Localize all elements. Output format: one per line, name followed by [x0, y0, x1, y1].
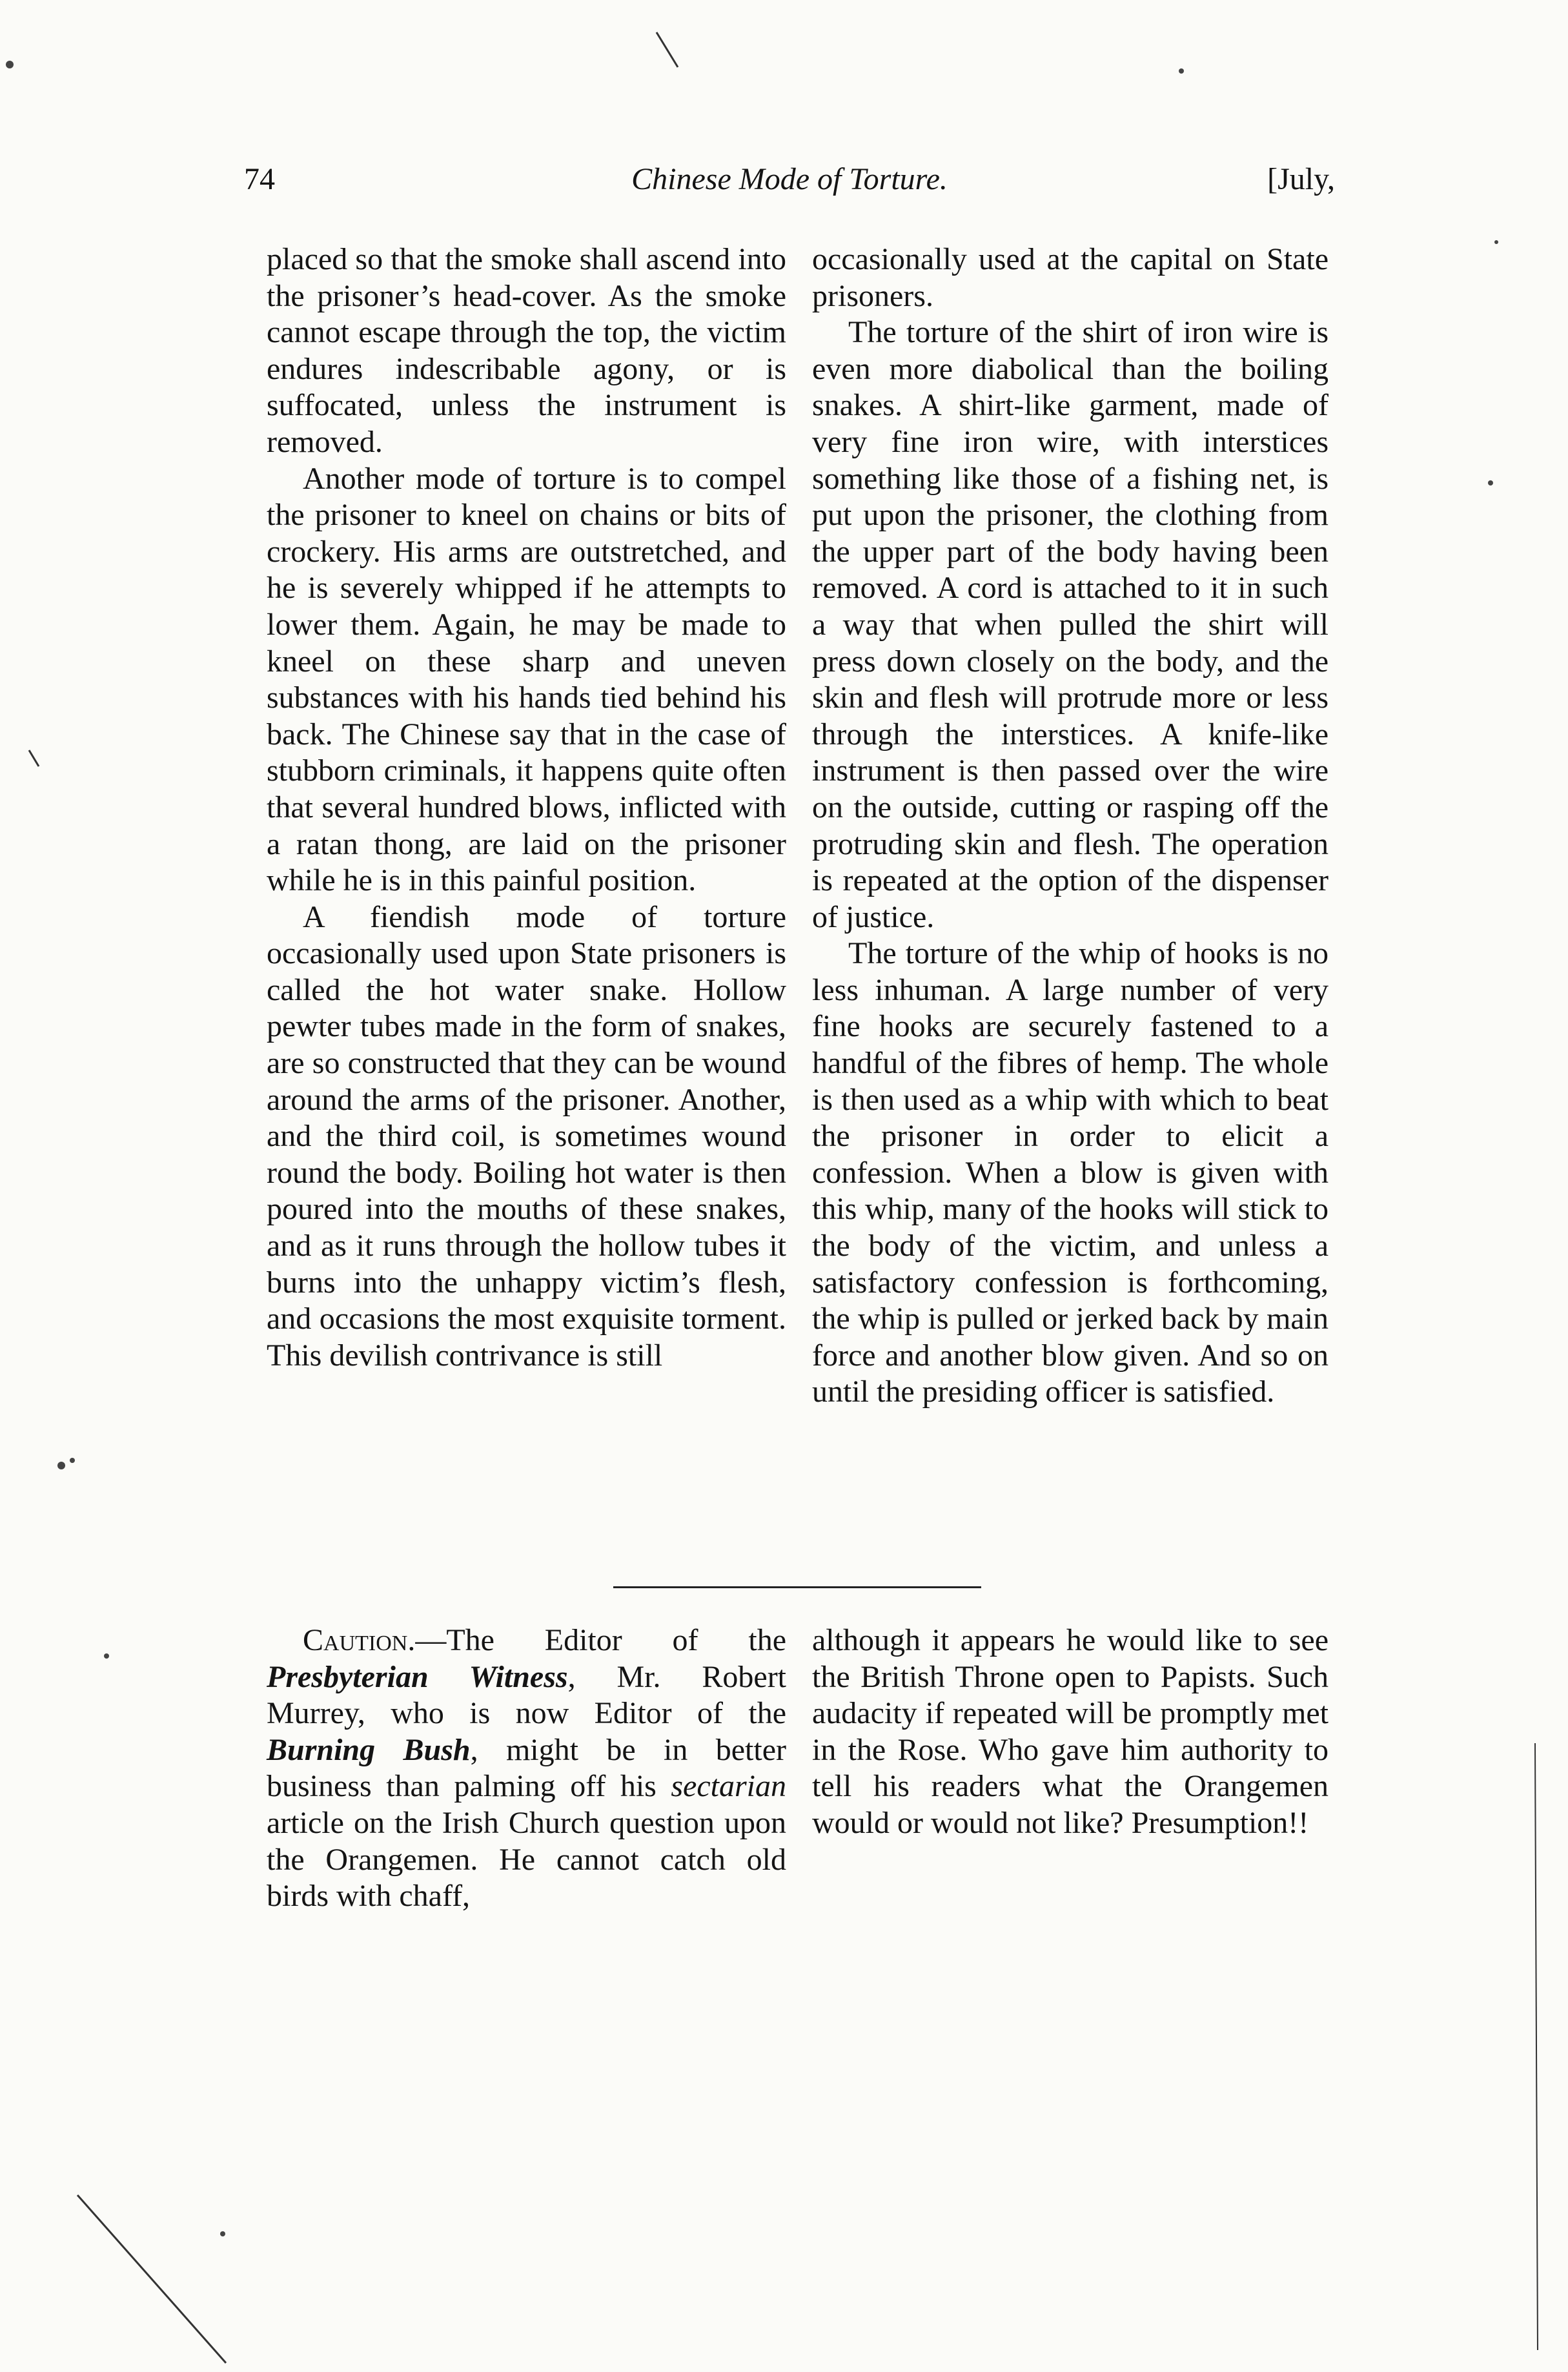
caution-paper-presbyterian-witness: Presbyterian Witness: [267, 1659, 568, 1694]
caution-word-sectarian: sectarian: [671, 1769, 786, 1804]
article-paragraph-2: Another mode of torture is to compel the prisoner to kneel on chains or bits of crockery. His arms are outstretched, and he is severely whipped if he attempts to lower them. Again, he may be made to kneel on these sharp and uneven substances with his hands tied behind his back. The Chinese say that in the case of stubborn criminals, it happens quite often that several hundred blows, inflicted with a ratan thong, are laid on the prisoner while he is in this painful position.: [267, 461, 786, 898]
speck-4: [1494, 240, 1498, 244]
stray-mark-left: [29, 750, 39, 766]
speck-2: [1179, 68, 1184, 74]
caution-left-column: [267, 1622, 786, 1915]
running-title: Chinese Mode of Torture.: [631, 162, 948, 196]
caution-text-2: , Mr. Robert Murrey, who is now Editor of the: [267, 1659, 787, 1731]
speck-5: [57, 1462, 65, 1469]
header-month: [July,: [1267, 162, 1335, 196]
section-divider-rule: [613, 1586, 981, 1588]
page-number: 74: [244, 162, 275, 196]
caution-paragraph: [267, 1622, 786, 1915]
article-left-column: [267, 241, 786, 1374]
speck-8: [220, 2231, 225, 2236]
article-paragraph-5: The torture of the shirt of iron wire is even more diabolical than the boiling snakes. A shirt-like garment, made of very fine iron wire, with interstices something like those of a fishing net, is put upon the prisoner, the clothing from the upper part of the body having been removed. A cord is attached to it in such a way that when pulled the shirt will press down closely on the body, and the skin and flesh will protrude more or less through the interstices. A knife-like instrument is then passed over the wire on the outside, cutting or rasping off the protruding skin and flesh. The operation is repeated at the option of the dispenser of justice.: [812, 315, 1329, 934]
article-paragraph-6: The torture of the whip of hooks is no less inhuman. A large number of very fine hooks are securely fastened to a handful of the fibres of hemp. The whole is then used as a whip with which to beat the prisoner in order to elicit a confession. When a blow is given with this whip, many of the hooks will stick to the body of the victim, and unless a satisfactory confession is forthcoming, the whip is pulled or jerked back by main force and another blow given. And so on until the presiding officer is satisfied.: [812, 936, 1329, 1409]
article-paragraph-3: A fiendish mode of torture occasionally used upon State prisoners is called the hot water snake. Hollow pewter tubes made in the form of snakes, are so constructed that they can be wound around the arms of the prisoner. Another, and the third coil, is sometimes wound round the body. Boiling hot water is then poured into the mouths of these snakes, and as it runs through the hollow tubes it burns into the unhappy victim’s flesh, and occasions the most exquisite torment. This devilish contrivance is still: [267, 899, 786, 1373]
article-right-column: [812, 241, 1329, 1411]
article-paragraph-4: occasionally used at the capital on State prisoners.: [812, 242, 1329, 313]
running-header: [244, 161, 1335, 213]
caution-text-4: article on the Irish Church question upon the Orangemen. He cannot catch old birds with chaff,: [267, 1805, 786, 1914]
caution-label: Caution.: [303, 1623, 416, 1657]
caution-paper-burning-bush: Burning Bush: [267, 1732, 471, 1767]
caution-text-dash: —The Editor of the: [415, 1623, 786, 1657]
page-edge-line: [1535, 1743, 1538, 2350]
caution-paragraph-continued: although it appears he would like to see the British Throne open to Papists. Such audacity if repeated will be promptly met in the Rose. Who gave him authority to tell his readers what the Orangemen would or would not like? Presumption!!: [812, 1623, 1329, 1840]
speck-7: [104, 1653, 109, 1659]
stray-mark-bottom-left: [77, 2195, 226, 2363]
article-paragraph-1: placed so that the smoke shall ascend into the prisoner’s head-cover. As the smoke cannot escape through the top, the victim endures indescribable agony, or is suffocated, unless the instrument is removed.: [267, 242, 786, 459]
speck-1: [6, 61, 14, 68]
speck-3: [1488, 480, 1493, 486]
speck-6: [70, 1458, 75, 1463]
caution-right-column: [812, 1622, 1329, 1842]
stray-mark-top: [657, 32, 678, 67]
caution-text-3: , might be in better business than palming off his: [267, 1732, 786, 1804]
